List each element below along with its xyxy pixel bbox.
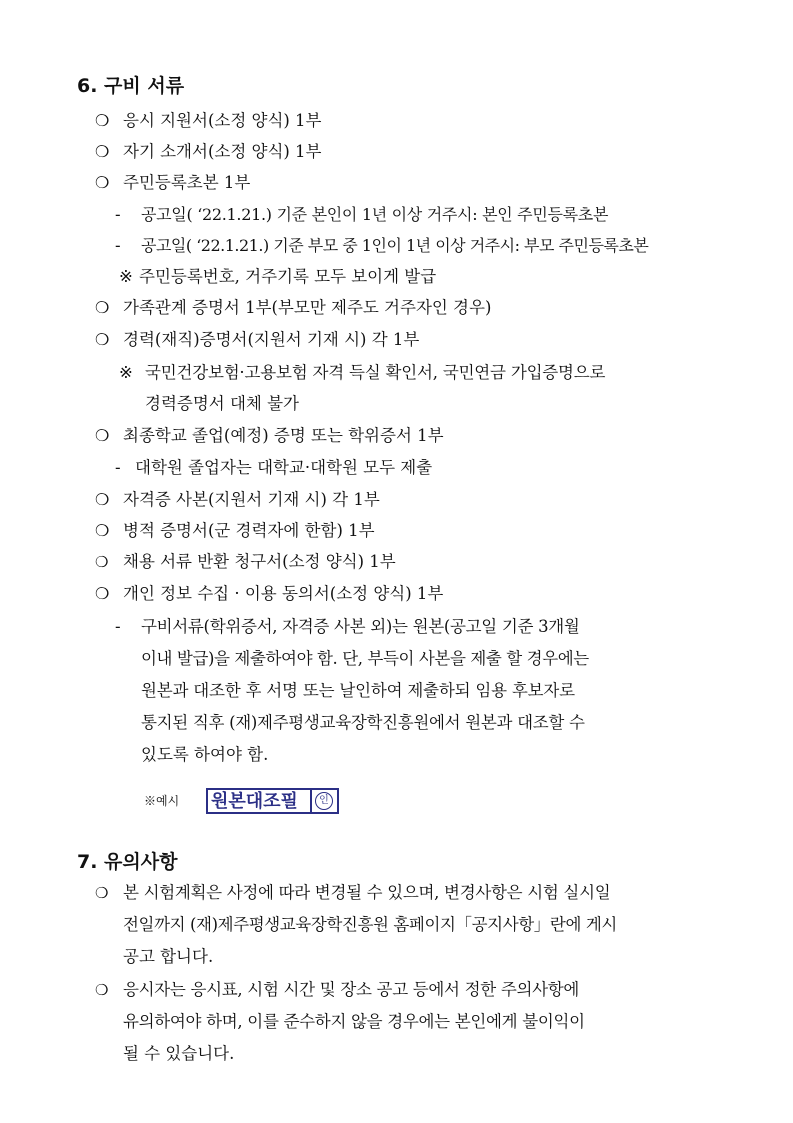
- hollow-bullet-icon: ❍: [95, 330, 110, 349]
- solid-bullet-icon: ❍: [95, 884, 109, 902]
- example-label: ※예시: [144, 794, 180, 808]
- dash-bullet-icon: -: [115, 617, 121, 636]
- item-privacy-consent: 개인 정보 수집 · 이용 동의서(소정 양식) 1부: [123, 584, 444, 603]
- dash-bullet-icon: -: [115, 458, 121, 477]
- career-note-line-2: 경력증명서 대체 불가: [145, 394, 299, 413]
- hollow-bullet-icon: ❍: [95, 584, 110, 603]
- notice-2-line-3: 될 수 있습니다.: [123, 1044, 235, 1063]
- item-family-certificate: 가족관계 증명서 1부(부모만 제주도 거주자인 경우): [123, 298, 492, 317]
- graduation-note: 대학원 졸업자는 대학교·대학원 모두 제출: [135, 458, 433, 477]
- stamp-text: 원본대조필: [211, 791, 298, 812]
- hollow-bullet-icon: ❍: [95, 298, 110, 317]
- item-self-introduction: 자기 소개서(소정 양식) 1부: [123, 142, 322, 161]
- item-application-form: 응시 지원서(소정 양식) 1부: [123, 111, 322, 130]
- item-career-certificate: 경력(재직)증명서(지원서 기재 시) 각 1부: [123, 330, 420, 349]
- docs-note-line-4: 통지된 직후 (재)제주평생교육장학진흥원에서 원본과 대조할 수: [141, 713, 585, 732]
- notice-1-line-1: 본 시험계획은 사정에 따라 변경될 수 있으며, 변경사항은 시험 실시일: [123, 883, 611, 902]
- resident-self-note: 공고일( ‘22.1.21.) 기준 본인이 1년 이상 거주시: 본인 주민등록초본: [141, 205, 609, 224]
- section-6-heading: 6. 구비 서류: [77, 75, 185, 97]
- hollow-bullet-icon: ❍: [95, 142, 110, 161]
- reference-mark-icon: ※: [119, 363, 133, 382]
- item-return-request: 채용 서류 반환 청구서(소정 양식) 1부: [123, 552, 396, 571]
- stamp-divider: [310, 790, 312, 812]
- hollow-bullet-icon: ❍: [95, 173, 110, 192]
- seal-icon: 인: [315, 792, 333, 810]
- resident-parent-note: 공고일( ‘22.1.21.) 기준 부모 중 1인이 1년 이상 거주시: 부모 주민등록초본: [141, 236, 649, 255]
- hollow-bullet-icon: ❍: [95, 426, 110, 445]
- career-note-line-1: 국민건강보험·고용보험 자격 득실 확인서, 국민연금 가입증명으로: [145, 363, 606, 382]
- item-military-certificate: 병적 증명서(군 경력자에 한함) 1부: [123, 521, 375, 540]
- notice-1-line-3: 공고 합니다.: [123, 947, 214, 966]
- section-7-heading: 7. 유의사항: [77, 851, 178, 873]
- docs-note-line-3: 원본과 대조한 후 서명 또는 날인하여 제출하되 임용 후보자로: [141, 681, 575, 700]
- docs-note-line-2: 이내 발급)을 제출하여야 함. 단, 부득이 사본을 제출 할 경우에는: [141, 649, 589, 668]
- item-license-copy: 자격증 사본(지원서 기재 시) 각 1부: [123, 490, 380, 509]
- resident-issue-note: 주민등록번호, 거주기록 모두 보이게 발급: [139, 267, 437, 286]
- solid-bullet-icon: ❍: [95, 553, 109, 571]
- solid-bullet-icon: ❍: [95, 981, 109, 999]
- hollow-bullet-icon: ❍: [95, 111, 110, 130]
- docs-note-line-1: 구비서류(학위증서, 자격증 사본 외)는 원본(공고일 기준 3개월: [141, 617, 580, 636]
- dash-bullet-icon: -: [115, 205, 121, 224]
- notice-2-line-2: 유의하여야 하며, 이를 준수하지 않을 경우에는 본인에게 불이익이: [123, 1012, 585, 1031]
- reference-mark-icon: ※: [119, 267, 133, 286]
- original-verified-stamp: [206, 788, 339, 814]
- docs-note-line-5: 있도록 하여야 함.: [141, 745, 269, 764]
- hollow-bullet-icon: ❍: [95, 490, 110, 509]
- dash-bullet-icon: -: [115, 236, 121, 255]
- notice-1-line-2: 전일까지 (재)제주평생교육장학진흥원 홈페이지「공지사항」란에 게시: [123, 915, 617, 934]
- hollow-bullet-icon: ❍: [95, 521, 110, 540]
- notice-2-line-1: 응시자는 응시표, 시험 시간 및 장소 공고 등에서 정한 주의사항에: [123, 980, 580, 999]
- item-graduation: 최종학교 졸업(예정) 증명 또는 학위증서 1부: [123, 426, 444, 445]
- item-resident-registration: 주민등록초본 1부: [123, 173, 251, 192]
